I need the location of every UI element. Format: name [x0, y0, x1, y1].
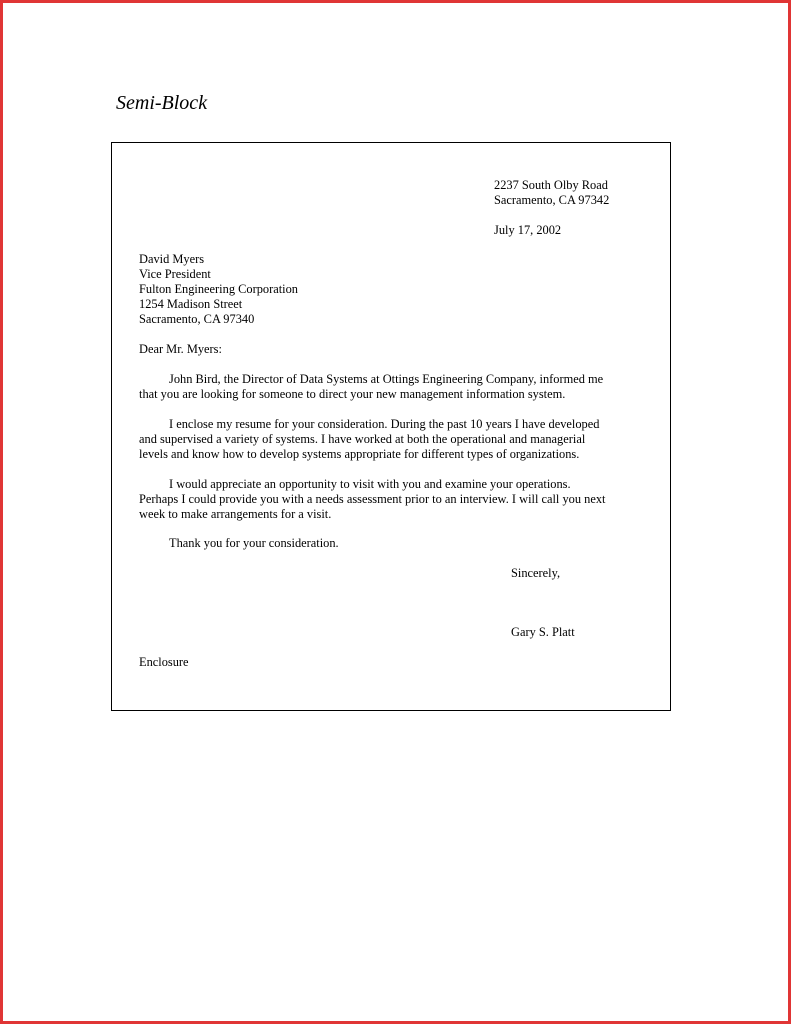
- body-paragraph: [139, 536, 639, 551]
- paragraph-line: I enclose my resume for your consideration. During the past 10 years I have developed: [169, 417, 600, 431]
- sender-address-line: Sacramento, CA 97342: [494, 193, 610, 207]
- sender-address-line: 2237 South Olby Road: [494, 178, 608, 192]
- paragraph-line: Perhaps I could provide you with a needs assessment prior to an interview. I will call you next: [139, 492, 606, 506]
- letter-date: July 17, 2002: [494, 223, 562, 237]
- recipient-address: [139, 252, 298, 327]
- sender-address: [494, 178, 609, 208]
- page-heading: Semi-Block: [116, 92, 208, 114]
- salutation: Dear Mr. Myers:: [139, 342, 222, 356]
- complimentary-closing: Sincerely,: [511, 566, 561, 580]
- paragraph-line: levels and know how to develop systems appropriate for different types of organizations.: [139, 447, 580, 461]
- paragraph-line: John Bird, the Director of Data Systems at Ottings Engineering Company, informed me: [169, 372, 604, 386]
- body-paragraph: [139, 417, 639, 462]
- body-paragraph: [139, 372, 639, 402]
- paragraph-line: week to make arrangements for a visit.: [139, 507, 332, 521]
- recipient-city: Sacramento, CA 97340: [139, 312, 255, 326]
- recipient-title: Vice President: [139, 267, 211, 281]
- recipient-street: 1254 Madison Street: [139, 297, 243, 311]
- paragraph-line: Thank you for your consideration.: [169, 536, 339, 550]
- signature-name: Gary S. Platt: [511, 625, 575, 639]
- body-paragraph: [139, 477, 639, 522]
- paragraph-line: and supervised a variety of systems. I have worked at both the operational and managerial: [139, 432, 586, 446]
- paragraph-line: I would appreciate an opportunity to visit with you and examine your operations.: [169, 477, 571, 491]
- enclosure-notation: Enclosure: [139, 655, 189, 669]
- recipient-company: Fulton Engineering Corporation: [139, 282, 298, 296]
- paragraph-line: that you are looking for someone to direct your new management information system.: [139, 387, 566, 401]
- recipient-name: David Myers: [139, 252, 205, 266]
- letter-box: [111, 142, 671, 711]
